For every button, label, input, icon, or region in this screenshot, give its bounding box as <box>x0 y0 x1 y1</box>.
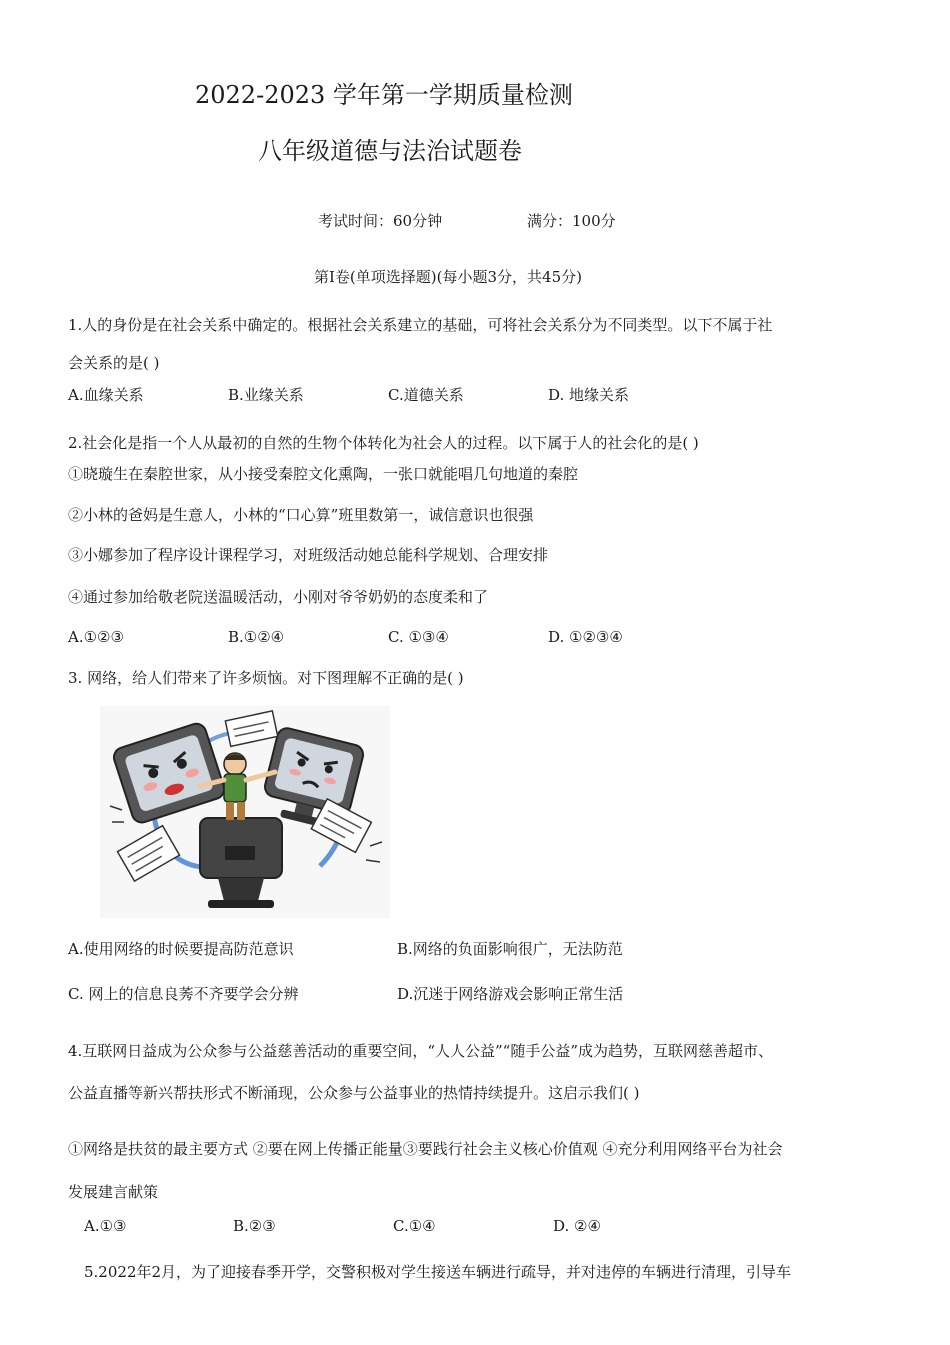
full-score: 满分：100分 <box>527 212 616 230</box>
q1-option-a: A.血缘关系 <box>68 386 144 404</box>
q4-option-d: D. ②④ <box>553 1217 601 1235</box>
q2-option-a: A.①②③ <box>68 628 124 646</box>
page-subtitle: 八年级道德与法治试题卷 <box>258 137 522 165</box>
q3-option-c: C. 网上的信息良莠不齐要学会分辨 <box>68 985 299 1003</box>
q3-option-a: A.使用网络的时候要提高防范意识 <box>68 940 294 958</box>
q1-option-d: D. 地缘关系 <box>548 386 630 404</box>
q2-option-d: D. ①②③④ <box>548 628 623 646</box>
exam-time: 考试时间：60分钟 <box>318 212 443 230</box>
q4-stem-line1: 4.互联网日益成为公众参与公益慈善活动的重要空间，“人人公益”“随手公益”成为趋势，互联网慈善超市、 <box>68 1042 773 1060</box>
q4-stem-line2: 公益直播等新兴帮扶形式不断涌现，公众参与公益事业的热情持续提升。这启示我们( ) <box>68 1084 640 1102</box>
q2-item-1: ①晓璇生在秦腔世家，从小接受秦腔文化熏陶，一张口就能唱几句地道的秦腔 <box>68 465 579 483</box>
q2-stem: 2.社会化是指一个人从最初的自然的生物个体转化为社会人的过程。以下属于人的社会化的是( ) <box>68 434 699 452</box>
q3-stem: 3. 网络，给人们带来了许多烦恼。对下图理解不正确的是( ) <box>68 669 464 687</box>
q1-stem-line1: 1.人的身份是在社会关系中确定的。根据社会关系建立的基础，可将社会关系分为不同类型。以下不属于社 <box>68 316 773 334</box>
q2-item-2: ②小林的爸妈是生意人，小林的“口心算”班里数第一，诚信意识也很强 <box>68 506 534 524</box>
q1-option-c: C.道德关系 <box>388 386 464 404</box>
q4-option-b: B.②③ <box>233 1217 276 1235</box>
q1-option-b: B.业缘关系 <box>228 386 304 404</box>
page-title: 2022-2023 学年第一学期质量检测 <box>195 81 573 109</box>
q2-item-3: ③小娜参加了程序设计课程学习，对班级活动她总能科学规划、合理安排 <box>68 546 549 564</box>
q1-stem-line2: 会关系的是( ) <box>68 354 160 372</box>
section-title: 第Ⅰ卷(单项选择题)(每小题3分，共45分) <box>314 268 582 286</box>
q2-option-b: B.①②④ <box>228 628 285 646</box>
q5-stem-line1: 5.2022年2月，为了迎接春季开学，交警积极对学生接送车辆进行疏导，并对违停的车辆进行清理，引导车 <box>84 1263 792 1281</box>
cartoon-svg <box>100 706 390 918</box>
q3-option-b: B.网络的负面影响很广，无法防范 <box>397 940 623 958</box>
q4-option-a: A.①③ <box>84 1217 127 1235</box>
cartoon-illustration <box>100 706 390 918</box>
q3-option-d: D.沉迷于网络游戏会影响正常生活 <box>397 985 624 1003</box>
q4-option-c: C.①④ <box>393 1217 436 1235</box>
q2-item-4: ④通过参加给敬老院送温暖活动，小刚对爷爷奶奶的态度柔和了 <box>68 588 489 606</box>
q4-items-line2: 发展建言献策 <box>68 1183 159 1201</box>
q2-option-c: C. ①③④ <box>388 628 449 646</box>
q4-items-line1: ①网络是扶贫的最主要方式 ②要在网上传播正能量③要践行社会主义核心价值观 ④充分利用网络平台为社会 <box>68 1140 783 1158</box>
